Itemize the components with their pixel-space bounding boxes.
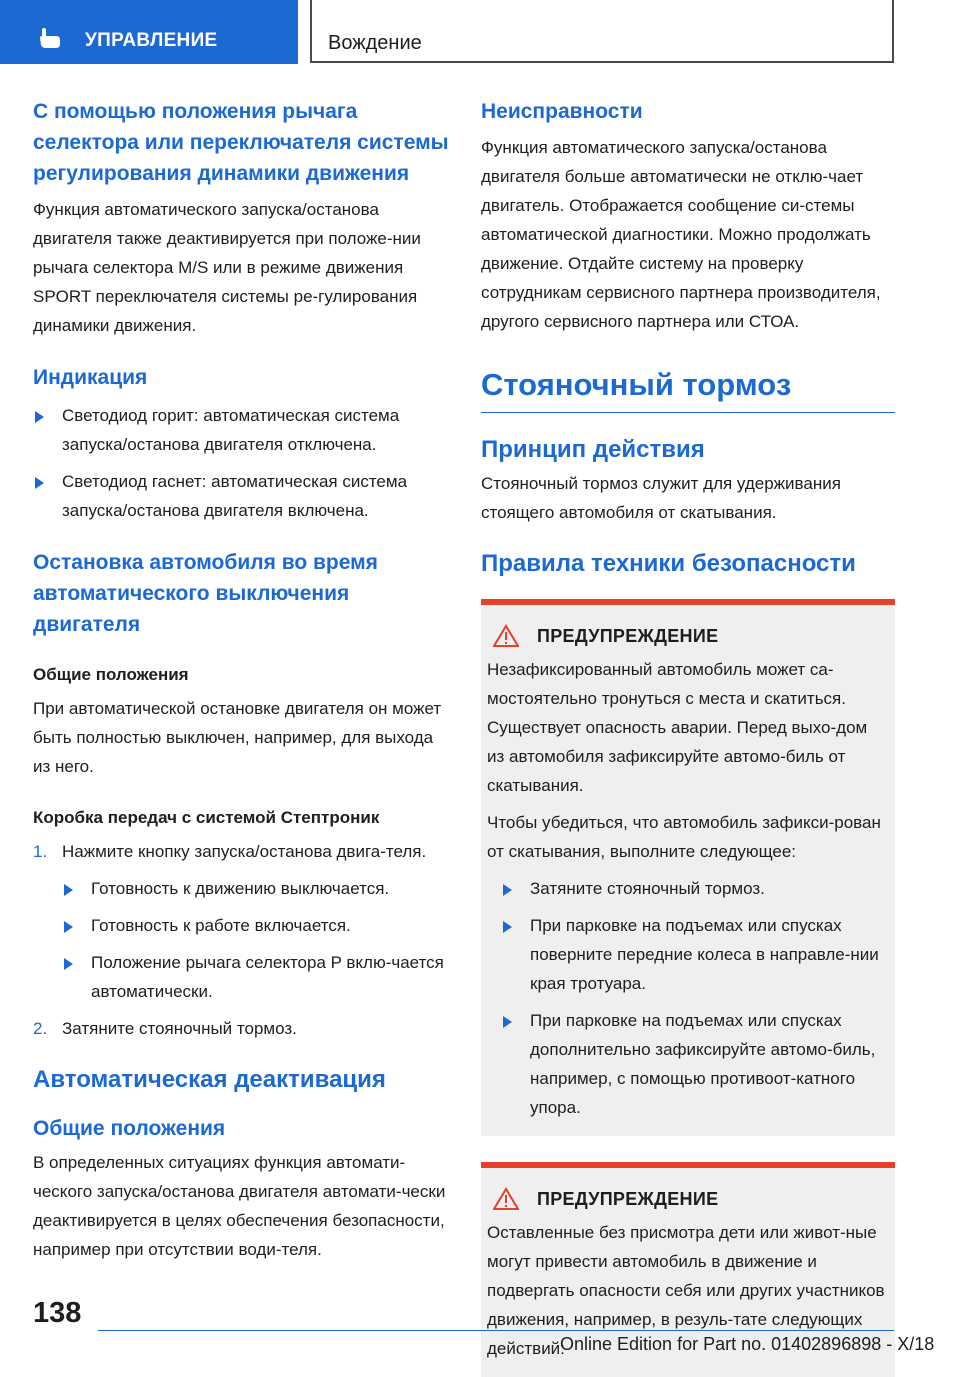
list-item: При парковке на подъемах или спусках дополнительно зафиксируйте автомо-биль, например, с помощью противоот-катного упора. xyxy=(501,1006,885,1122)
page-number: 138 xyxy=(33,1297,82,1329)
chapter-title: УПРАВЛЕНИЕ xyxy=(85,30,218,51)
step-number: 2. xyxy=(33,1019,48,1038)
warning-paragraph: Оставленные без присмотра дети или живот-ные могут привести автомобиль в движение и подвергать опасности себя или других участников движения, например, в резуль-тате следующих действий: xyxy=(487,1223,885,1358)
warning-title: ПРЕДУПРЕЖДЕНИЕ xyxy=(537,625,719,646)
heading-indication: Индикация xyxy=(33,366,148,389)
list-item: Готовность к движению выключается. xyxy=(62,874,451,903)
heading-safety: Правила техники безопасности xyxy=(481,550,856,577)
warning-header xyxy=(487,621,885,651)
footer-rule xyxy=(98,1330,894,1331)
left-column xyxy=(33,96,451,1264)
list-item: Затяните стояночный тормоз. xyxy=(501,874,885,903)
step-number: 1. xyxy=(33,842,48,861)
warning-triangle-icon xyxy=(493,624,519,648)
heading-auto-deactivation: Автоматическая деактивация xyxy=(33,1066,386,1093)
list-item: Светодиод гаснет: автоматическая система запуска/останова двигателя включена. xyxy=(33,467,451,525)
list-item: Светодиод горит: автоматическая система запуска/останова двигателя отключена. xyxy=(33,401,451,459)
heading-vehicle-stop: Остановка автомобиля во время автоматического выключения двигателя xyxy=(33,551,378,636)
warning-triangle-icon xyxy=(493,1187,519,1211)
step-item xyxy=(33,837,451,866)
heading-general: Общие положения xyxy=(33,665,189,684)
warning-header xyxy=(487,1184,885,1214)
warning-list xyxy=(487,874,885,1122)
hand-pointer-icon xyxy=(38,26,64,50)
warning-title: ПРЕДУПРЕЖДЕНИЕ xyxy=(537,1188,719,1209)
heading-selector-position: С помощью положения рычага селектора или переключателя системы регулирования динамики движения xyxy=(33,100,449,185)
heading-parking-brake: Стояночный тормоз xyxy=(481,367,792,402)
paragraph-general-2: В определенных ситуациях функция автомати-ческого запуска/останова двигателя автомати-чески деактивируется в целях обеспечения безопасности, например при отсутствии води-теля. xyxy=(33,1153,446,1259)
paragraph-selector: Функция автоматического запуска/останова двигателя также деактивируется при положе-нии рычага селектора M/S или в режиме движения SPORT переключателя системы ре-гулирования динамики движения. xyxy=(33,200,421,335)
step-text: Затяните стояночный тормоз. xyxy=(62,1019,297,1038)
heading-general-2: Общие положения xyxy=(33,1117,226,1140)
warning-box xyxy=(481,599,895,1136)
indication-list xyxy=(33,401,451,525)
warning-paragraph: Незафиксированный автомобиль может са-мостоятельно тронуться с места и скатиться. Существует опасность аварии. Перед выхо-дом из автомобиля зафиксируйте автомо-биль от скатывания. xyxy=(487,660,868,795)
steps-list xyxy=(33,837,451,1043)
right-column xyxy=(481,96,895,1377)
heading-principle: Принцип действия xyxy=(481,436,705,463)
step-sub-list xyxy=(33,874,451,1006)
paragraph-principle: Стояночный тормоз служит для удерживания стоящего автомобиля от скатывания. xyxy=(481,474,841,522)
step-item xyxy=(33,1014,451,1043)
section-title: Вождение xyxy=(328,32,422,54)
heading-faults: Неисправности xyxy=(481,100,643,123)
warning-paragraph: Чтобы убедиться, что автомобиль зафикси-рован от скатывания, выполните следующее: xyxy=(487,813,881,861)
chapter-tab xyxy=(0,0,298,64)
heading-rule xyxy=(481,412,895,413)
list-item: Готовность к работе включается. xyxy=(62,911,451,940)
step-text: Нажмите кнопку запуска/останова двига-теля. xyxy=(62,842,427,861)
paragraph-general: При автоматической остановке двигателя он может быть полностью выключен, например, для выхода из него. xyxy=(33,699,442,776)
paragraph-faults: Функция автоматического запуска/останова двигателя больше автоматически не отклю-чает двигатель. Отображается сообщение си-стемы автоматической диагностики. Можно продолжать движение. Отдайте систему на проверку сотрудникам сервисного партнера производителя, другого сервисного партнера или СТОА. xyxy=(481,138,881,331)
list-item: При парковке на подъемах или спусках поверните передние колеса в направле-нии края тротуара. xyxy=(501,911,885,998)
edition-note: Online Edition for Part no. 01402896898 - X/18 xyxy=(560,1334,935,1354)
heading-steptronic: Коробка передач с системой Стептроник xyxy=(33,808,380,827)
list-item: Положение рычага селектора P вклю-чается автоматически. xyxy=(62,948,451,1006)
